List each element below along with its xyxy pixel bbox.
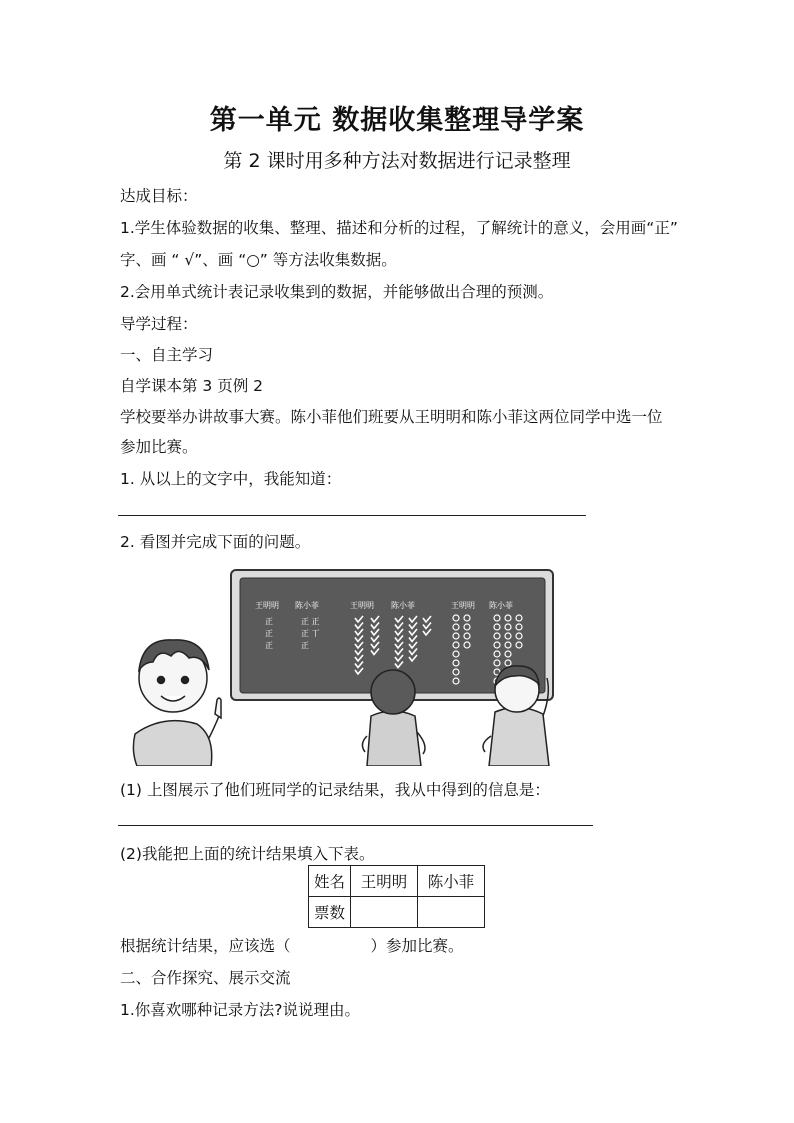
- board-label-2b: 陈小菲: [391, 601, 415, 610]
- question-2: 2. 看图并完成下面的问题。: [120, 533, 311, 551]
- goal-item-1-line-1: 1.学生体验数据的收集、整理、描述和分析的过程，了解统计的意义，会用画“正”: [120, 219, 678, 237]
- question-2-2: (2)我能把上面的统计结果填入下表。: [120, 845, 375, 863]
- choice-sentence: [120, 934, 464, 956]
- answer-line-2[interactable]: [118, 825, 593, 826]
- question-3: 1.你喜欢哪种记录方法?说说理由。: [120, 1001, 361, 1019]
- header-wang: 王明明: [351, 866, 418, 897]
- process-label: 导学过程：: [120, 315, 198, 333]
- goal-item-1-line-2: 字、画 “ √”、画 “○” 等方法收集数据。: [120, 251, 397, 269]
- story-line-2: 参加比赛。: [120, 438, 198, 456]
- question-2-1: (1) 上图展示了他们班同学的记录结果，我从中得到的信息是：: [120, 781, 550, 799]
- board-label-3a: 王明明: [451, 601, 475, 610]
- board-label-3b: 陈小菲: [489, 601, 513, 610]
- lesson-subtitle: 第 2 课时用多种方法对数据进行记录整理: [223, 150, 571, 172]
- tally-mark: 正: [265, 617, 273, 626]
- choice-prefix: 根据统计结果，应该选（: [120, 937, 291, 955]
- boy-pointing-figure: [133, 640, 221, 766]
- goal-item-2: 2.会用单式统计表记录收集到的数据，并能够做出合理的预测。: [120, 283, 554, 301]
- board-label-1b: 陈小菲: [295, 601, 319, 610]
- classroom-illustration: [123, 566, 563, 766]
- vote-table: [308, 865, 485, 928]
- tally-mark: 正: [265, 629, 273, 638]
- example-reference: 自学课本第 3 页例 2: [120, 377, 264, 395]
- tally-mark: 正: [265, 641, 273, 650]
- votes-wang-cell[interactable]: [351, 897, 418, 928]
- board-label-1a: 王明明: [255, 601, 279, 610]
- board-label-2a: 王明明: [350, 601, 374, 610]
- tally-mark: 正: [301, 641, 309, 650]
- page-title: 第一单元 数据收集整理导学案: [209, 105, 585, 136]
- tally-mark: 正 丅: [301, 629, 320, 638]
- section-2-heading: 二、合作探究、展示交流: [120, 969, 291, 987]
- votes-chen-cell[interactable]: [418, 897, 485, 928]
- goals-label: 达成目标：: [120, 187, 198, 205]
- question-1: 1. 从以上的文字中，我能知道：: [120, 470, 342, 488]
- answer-line-1[interactable]: [118, 515, 586, 516]
- choice-suffix: ）参加比赛。: [370, 937, 464, 955]
- header-chen: 陈小菲: [418, 866, 485, 897]
- row-label-votes: 票数: [309, 897, 351, 928]
- story-line-1: 学校要举办讲故事大赛。陈小菲他们班要从王明明和陈小菲这两位同学中选一位: [120, 408, 663, 426]
- section-1-heading: 一、自主学习: [120, 346, 214, 364]
- table-row: [309, 897, 485, 928]
- table-header-row: [309, 866, 485, 897]
- header-name: 姓名: [309, 866, 351, 897]
- tally-mark: 正 正: [301, 617, 320, 626]
